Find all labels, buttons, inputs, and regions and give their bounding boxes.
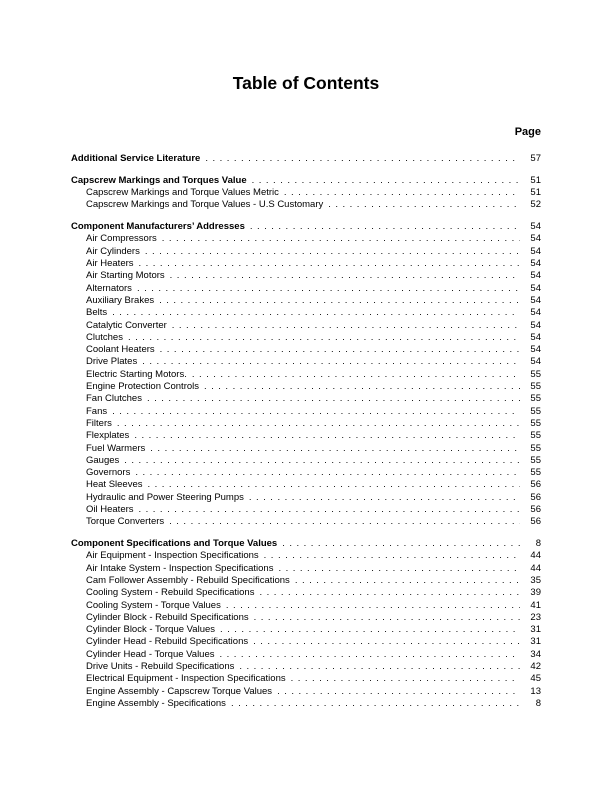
dot-leader (172, 320, 520, 332)
toc-entry-row (71, 430, 541, 442)
toc-entry-title: Electrical Equipment - Inspection Specifications (86, 673, 286, 685)
toc-section-items (71, 550, 541, 710)
toc-entry-title: Cylinder Head - Rebuild Specifications (86, 636, 249, 648)
toc-entry-row (71, 649, 541, 661)
dot-leader (117, 418, 520, 430)
toc-entry-row (71, 381, 541, 393)
toc-entry-row (71, 661, 541, 673)
toc-entry-page-number: 54 (530, 319, 541, 331)
dot-leader (112, 307, 520, 319)
toc-entry-page-number: 57 (530, 153, 541, 164)
toc-entry-title: Component Specifications and Torque Values (71, 538, 278, 550)
dot-leader (162, 233, 520, 245)
dot-leader (147, 393, 520, 405)
toc-entry-title: Fans (86, 405, 108, 417)
toc-entry-title: Flexplates (86, 430, 130, 442)
toc-entry-page-number: 51 (530, 187, 541, 199)
dot-leader (139, 504, 520, 516)
toc-entry-page-number: 45 (530, 673, 541, 685)
toc-entry-page-number: 34 (530, 648, 541, 660)
toc-entry-title: Oil Heaters (86, 504, 134, 516)
dot-leader (169, 516, 520, 528)
toc-entry-row (71, 516, 541, 528)
toc-entry-page-number: 54 (530, 282, 541, 294)
toc-entry-page-number: 55 (530, 442, 541, 454)
dot-leader (278, 563, 520, 575)
toc-entry-page-number: 23 (530, 611, 541, 623)
toc-entry-row (71, 320, 541, 332)
toc-entry-title: Cylinder Block - Rebuild Specifications (86, 611, 249, 623)
dot-leader (145, 246, 520, 258)
dot-leader (205, 153, 520, 165)
toc-entry-row (71, 550, 541, 562)
toc-section (71, 175, 541, 212)
toc-entry-row (71, 369, 541, 381)
toc-entry-page-number: 56 (530, 516, 541, 528)
toc-entry-row (71, 283, 541, 295)
toc-entry-title: Gauges (86, 454, 120, 466)
toc-entry-title: Cylinder Block - Torque Values (86, 624, 216, 636)
toc-section (71, 538, 541, 710)
toc-entry-page-number: 54 (530, 331, 541, 343)
toc-entry-page-number: 54 (530, 344, 541, 356)
toc-entry-row (71, 443, 541, 455)
toc-entry-row (71, 418, 541, 430)
toc-entry-title: Air Heaters (86, 258, 134, 270)
dot-leader (148, 479, 520, 491)
toc-entry-page-number: 55 (530, 368, 541, 380)
toc-entry-title: Alternators (86, 282, 132, 294)
dot-leader (259, 587, 520, 599)
toc-entry-title: Fuel Warmers (86, 442, 146, 454)
dot-leader (226, 600, 520, 612)
toc-entry-page-number: 54 (530, 221, 541, 233)
toc-entry-page-number: 41 (530, 599, 541, 611)
toc-entry-title: Air Starting Motors (86, 270, 165, 282)
toc-entry-row (71, 624, 541, 636)
dot-leader (170, 270, 520, 282)
toc-entry-page-number: 44 (530, 550, 541, 562)
toc-entry-row (71, 575, 541, 587)
toc-entry-title: Air Cylinders (86, 245, 140, 257)
toc-entry-row (71, 479, 541, 491)
toc-entry-page-number: 54 (530, 258, 541, 270)
dot-leader (284, 187, 520, 199)
dot-leader (128, 332, 520, 344)
toc-entry-row (71, 233, 541, 245)
toc-entry-page-number: 52 (530, 199, 541, 211)
dot-leader (135, 467, 520, 479)
toc-entry-title: Fan Clutches (86, 393, 142, 405)
toc-entry-title: Drive Units - Rebuild Specifications (86, 661, 235, 673)
toc-entry-row (71, 258, 541, 270)
toc-entry-page-number: 44 (530, 562, 541, 574)
toc-entry-page-number: 51 (530, 174, 541, 186)
toc-entry-page-number: 31 (530, 624, 541, 636)
dot-leader (124, 455, 520, 467)
dot-leader (231, 698, 520, 710)
toc-entry-title: Governors (86, 467, 131, 479)
toc-entry-row (71, 686, 541, 698)
toc-entry-title: Cylinder Head - Torque Values (86, 648, 215, 660)
toc-entry-title: Electric Starting Motors. (86, 368, 187, 380)
dot-leader (252, 175, 520, 187)
toc-entry-title: Additional Service Literature (71, 153, 201, 164)
toc-entry-title: Engine Protection Controls (86, 381, 200, 393)
toc-entry-page-number: 55 (530, 417, 541, 429)
toc-entry-page-number: 54 (530, 356, 541, 368)
toc-entry-page-number: 31 (530, 636, 541, 648)
dot-leader (134, 430, 520, 442)
toc-entry-title: Filters (86, 417, 112, 429)
toc-entry-title: Air Compressors (86, 233, 157, 245)
toc-entry-row (71, 504, 541, 516)
toc-section-heading-row (71, 153, 541, 165)
toc-entry-page-number: 56 (530, 504, 541, 516)
toc-entry-row (71, 332, 541, 344)
toc-entry-page-number: 55 (530, 454, 541, 466)
toc-entry-page-number: 55 (530, 430, 541, 442)
dot-leader (150, 443, 520, 455)
toc-entry-page-number: 55 (530, 405, 541, 417)
toc-section-items (71, 187, 541, 212)
dot-leader (277, 686, 520, 698)
page-column-label: Page (514, 126, 541, 138)
toc-entry-title: Auxiliary Brakes (86, 294, 155, 306)
toc-entry-row (71, 199, 541, 211)
toc-entry-page-number: 55 (530, 393, 541, 405)
toc-section-heading-row (71, 175, 541, 187)
page-title: Table of Contents (232, 73, 380, 93)
toc-entry-row (71, 344, 541, 356)
toc-entry-title: Engine Assembly - Capscrew Torque Values (86, 685, 273, 697)
toc-entry-row (71, 492, 541, 504)
dot-leader (159, 295, 520, 307)
dot-leader (192, 369, 520, 381)
dot-leader (142, 356, 520, 368)
toc-entry-row (71, 673, 541, 685)
toc-entry-title: Component Manufacturers’ Addresses (71, 221, 245, 233)
toc-entry-page-number: 35 (530, 575, 541, 586)
toc-entry-row (71, 612, 541, 624)
toc-entry-title: Air Equipment - Inspection Specifications (86, 550, 259, 562)
toc-entry-title: Air Intake System - Inspection Specifications (86, 562, 274, 574)
toc-entry-title: Cooling System - Rebuild Specifications (86, 587, 255, 599)
toc-entry-row (71, 455, 541, 467)
toc-entry-page-number: 42 (530, 661, 541, 673)
toc-entry-row (71, 467, 541, 479)
toc-entry-title: Hydraulic and Power Steering Pumps (86, 491, 244, 503)
toc-entry-title: Clutches (86, 331, 123, 343)
toc-entry-row (71, 356, 541, 368)
dot-leader (253, 636, 520, 648)
dot-leader (254, 612, 520, 624)
dot-leader (204, 381, 520, 393)
toc-entry-title: Coolant Heaters (86, 344, 155, 356)
toc-entry-title: Cam Follower Assembly - Rebuild Specifications (86, 575, 290, 586)
toc-entry-title: Capscrew Markings and Torque Values Metric (86, 187, 279, 199)
toc-entry-page-number: 55 (530, 381, 541, 393)
dot-leader (112, 406, 520, 418)
toc-entry-page-number: 54 (530, 233, 541, 245)
toc-entry-page-number: 56 (530, 491, 541, 503)
dot-leader (139, 258, 520, 270)
dot-leader (160, 344, 520, 356)
toc-entry-title: Capscrew Markings and Torque Values - U.S Customary (86, 199, 324, 211)
toc-entry-row (71, 295, 541, 307)
dot-leader (239, 661, 520, 673)
toc-entry-title: Belts (86, 307, 108, 319)
toc-section-heading-row (71, 221, 541, 233)
toc-entry-title: Capscrew Markings and Torques Value (71, 174, 247, 186)
toc-entry-page-number: 54 (530, 307, 541, 319)
toc-section-items (71, 233, 541, 528)
toc-entry-row (71, 563, 541, 575)
toc-entry-title: Torque Converters (86, 516, 165, 528)
toc-entry-page-number: 56 (530, 479, 541, 491)
toc-entry-title: Heat Sleeves (86, 479, 143, 491)
toc-entry-page-number: 55 (530, 467, 541, 479)
dot-leader (249, 492, 520, 504)
toc-entry-title: Cooling System - Torque Values (86, 599, 221, 611)
toc-section-heading-row (71, 538, 541, 550)
toc-entry-page-number: 54 (530, 294, 541, 306)
dot-leader (295, 575, 520, 587)
dot-leader (264, 550, 520, 562)
dot-leader (220, 624, 520, 636)
toc-entry-page-number: 54 (530, 270, 541, 282)
toc-entry-page-number: 54 (530, 245, 541, 257)
toc-entry-row (71, 587, 541, 599)
toc-entry-title: Engine Assembly - Specifications (86, 697, 226, 709)
toc-entry-title: Catalytic Converter (86, 319, 167, 331)
toc-entry-row (71, 636, 541, 648)
toc-entry-page-number: 39 (530, 587, 541, 599)
toc-entry-row (71, 270, 541, 282)
dot-leader (328, 199, 520, 211)
toc-entry-title: Drive Plates (86, 356, 138, 368)
toc-entry-row (71, 187, 541, 199)
toc-entry-row (71, 406, 541, 418)
toc-section (71, 153, 541, 165)
toc-entry-page-number: 8 (535, 697, 541, 709)
toc-entry-page-number: 13 (530, 685, 541, 697)
dot-leader (291, 673, 520, 685)
dot-leader (220, 649, 521, 661)
toc-entry-row (71, 698, 541, 710)
toc-entry-row (71, 307, 541, 319)
page-content (71, 0, 541, 710)
toc-entry-row (71, 246, 541, 258)
toc-list (71, 153, 541, 710)
toc-section (71, 221, 541, 528)
dot-leader (282, 538, 520, 550)
dot-leader (250, 221, 520, 233)
toc-entry-page-number: 8 (535, 538, 541, 550)
toc-entry-row (71, 600, 541, 612)
dot-leader (137, 283, 520, 295)
toc-entry-row (71, 393, 541, 405)
